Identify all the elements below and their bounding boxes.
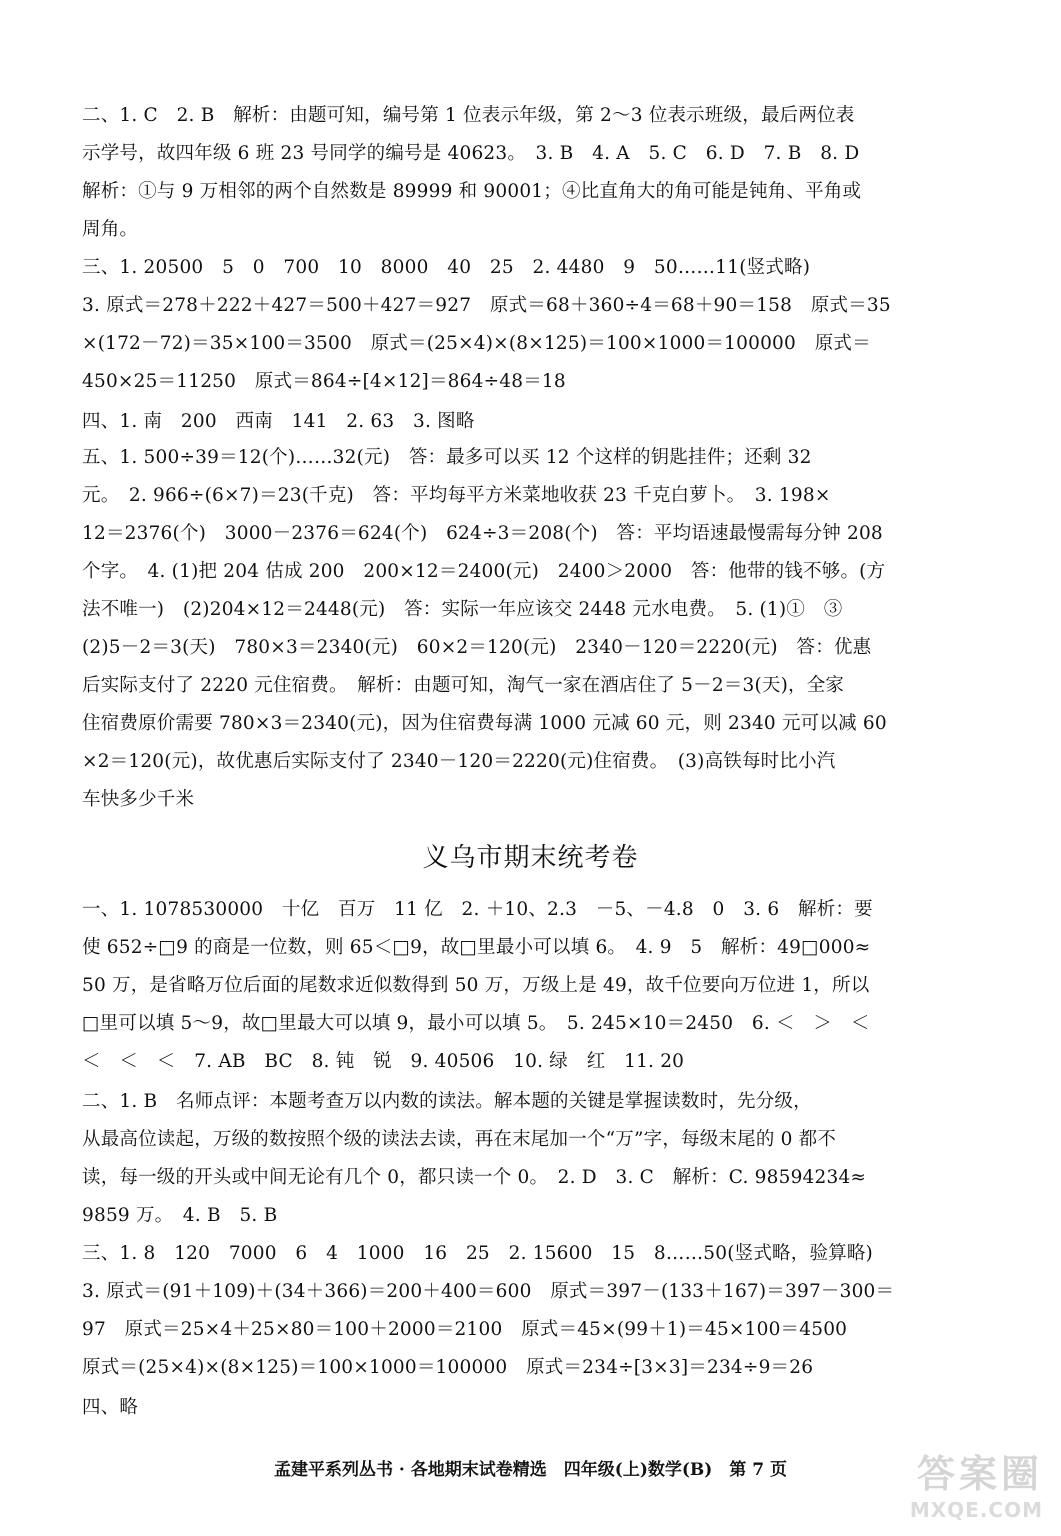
- text-line: 个字。 4. (1)把 204 估成 200 200×12＝2400(元) 2400＞2000 答：他带的钱不够。(方: [82, 561, 886, 582]
- text-line: ＜ ＜ ＜ 7. AB BC 8. 钝 锐 9. 40506 10. 绿 红 11. 20: [82, 1051, 685, 1072]
- text-line: ×(172－72)＝35×100＝3500 原式＝(25×4)×(8×125)＝100×1000＝100000 原式＝: [82, 333, 871, 354]
- text-line: 三、1. 20500 5 0 700 10 8000 40 25 2. 4480 9 50……11(竖式略): [82, 257, 811, 278]
- text-line: 3. 原式＝(91＋109)＋(34＋366)＝200＋400＝600 原式＝397－(133＋167)＝397－300＝: [82, 1281, 895, 1302]
- text-line: 原式＝(25×4)×(8×125)＝100×1000＝100000 原式＝234÷[3×3]＝234÷9＝26: [82, 1357, 814, 1378]
- text-line: 元。 2. 966÷(6×7)＝23(千克) 答：平均每平方米菜地收获 23 千克白萝卜。 3. 198×: [82, 485, 831, 506]
- watermark-logo: [883, 1452, 1043, 1524]
- text-line: ×2＝120(元)，故优惠后实际支付了 2340－120＝2220(元)住宿费。 (3)高铁每时比小汽: [82, 751, 836, 772]
- text-line: 一、1. 1078530000 十亿 百万 11 亿 2. ＋10、2.3 －5、－4.8 0 3. 6 解析：要: [82, 899, 873, 920]
- text-line: 四、1. 南 200 西南 141 2. 63 3. 图略: [82, 411, 475, 432]
- watermark-text: 答案圈: [916, 1452, 1043, 1496]
- text-line: (2)5－2＝3(天) 780×3＝2340(元) 60×2＝120(元) 2340－120＝2220(元) 答：优惠: [82, 637, 872, 658]
- text-line: 从最高位读起，万级的数按照个级的读法去读，再在末尾加一个“万”字，每级末尾的 0 都不: [82, 1129, 837, 1150]
- text-line: 9859 万。 4. B 5. B: [82, 1205, 278, 1226]
- section-title: 义乌市期末统考卷: [422, 843, 639, 873]
- text-line: 车快多少千米: [82, 789, 195, 810]
- text-line: 450×25＝11250 原式＝864÷[4×12]＝864÷48＝18: [82, 371, 566, 392]
- text-line: 五、1. 500÷39＝12(个)……32(元) 答：最多可以买 12 个这样的钥匙挂件；还剩 32: [82, 447, 812, 468]
- text-line: 解析：①与 9 万相邻的两个自然数是 89999 和 90001；④比直角大的角可能是钝角、平角或: [82, 181, 862, 202]
- text-line: 50 万，是省略万位后面的尾数求近似数得到 50 万，万级上是 49，故千位要向万位进 1，所以: [82, 975, 870, 996]
- text-line: 四、略: [82, 1397, 139, 1418]
- text-line: 二、1. C 2. B 解析：由题可知，编号第 1 位表示年级，第 2～3 位表示班级，最后两位表: [82, 105, 855, 126]
- text-line: 12＝2376(个) 3000－2376＝624(个) 624÷3＝208(个) 答：平均语速最慢需每分钟 208: [82, 523, 883, 544]
- watermark-url: MXQE.COM: [909, 1498, 1043, 1522]
- text-line: 97 原式＝25×4＋25×80＝100＋2000＝2100 原式＝45×(99＋1)＝45×100＝4500: [82, 1319, 848, 1340]
- text-line: 法不唯一) (2)204×12＝2448(元) 答：实际一年应该交 2448 元水电费。 5. (1)① ③: [82, 599, 843, 620]
- text-line: 后实际支付了 2220 元住宿费。 解析：由题可知，淘气一家在酒店住了 5－2＝3(天)，全家: [82, 675, 845, 696]
- text-line: 周角。: [82, 219, 139, 240]
- text-line: 使 652÷□9 的商是一位数，则 65＜□9，故□里最小可以填 6。 4. 9 5 解析：49□000≈: [82, 937, 871, 958]
- text-line: 3. 原式＝278＋222＋427＝500＋427＝927 原式＝68＋360÷4＝68＋90＝158 原式＝35: [82, 295, 891, 316]
- text-line: 住宿费原价需要 780×3＝2340(元)，因为住宿费每满 1000 元减 60 元，则 2340 元可以减 60: [82, 713, 887, 734]
- page-footer: 孟建平系列丛书 · 各地期末试卷精选 四年级(上)数学(B) 第 7 页: [274, 1460, 787, 1480]
- text-line: 二、1. B 名师点评：本题考查万以内数的读法。解本题的关键是掌握读数时，先分级，: [82, 1091, 812, 1112]
- text-line: 示学号，故四年级 6 班 23 号同学的编号是 40623。 3. B 4. A 5. C 6. D 7. B 8. D: [82, 143, 860, 164]
- text-line: 读，每一级的开头或中间无论有几个 0，都只读一个 0。 2. D 3. C 解析：C. 98594234≈: [82, 1167, 867, 1188]
- text-line: □里可以填 5～9，故□里最大可以填 9，最小可以填 5。 5. 245×10＝2450 6. ＜ ＞ ＜: [82, 1013, 870, 1034]
- text-line: 三、1. 8 120 7000 6 4 1000 16 25 2. 15600 15 8……50(竖式略，验算略): [82, 1243, 873, 1264]
